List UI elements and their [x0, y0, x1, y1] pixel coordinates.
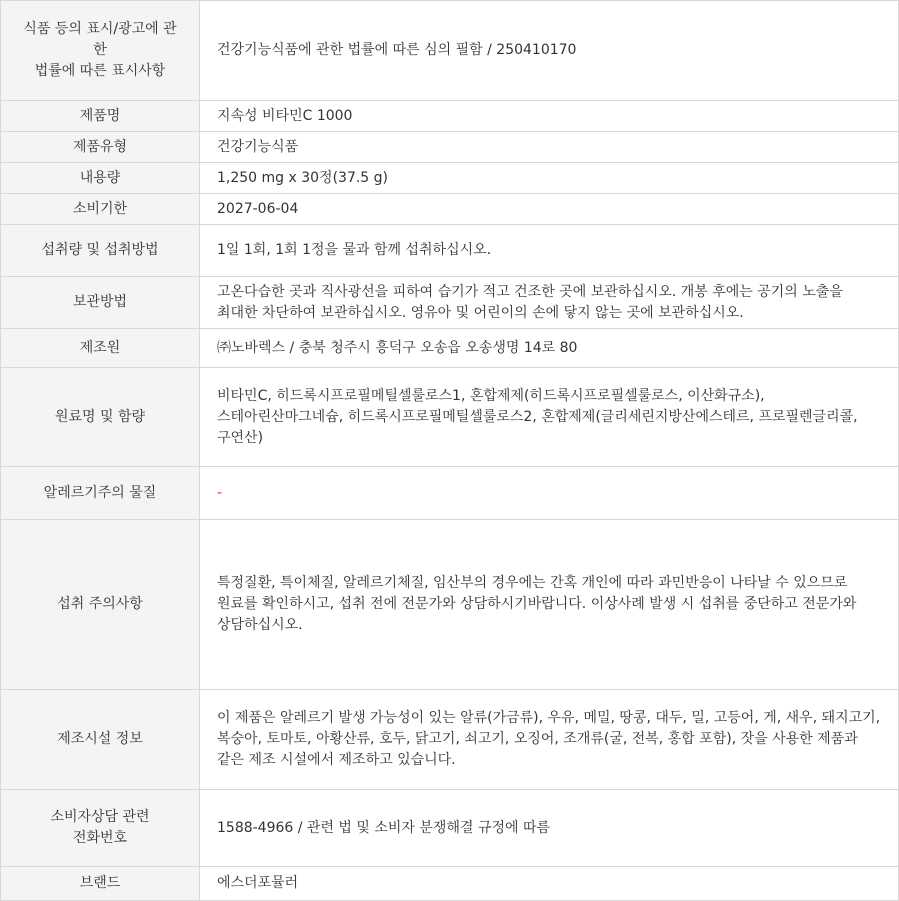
row-label: 보관방법 [1, 277, 200, 329]
row-value: 1일 1회, 1회 1정을 물과 함께 섭취하십시오. [200, 225, 899, 277]
row-value: ㈜노바렉스 / 충북 청주시 흥덕구 오송읍 오송생명 14로 80 [200, 329, 899, 368]
row-value: 1588-4966 / 관련 법 및 소비자 분쟁해결 규정에 따름 [200, 790, 899, 867]
info-row-consumer-contact [1, 790, 899, 867]
row-value: - [200, 467, 899, 520]
row-value: 이 제품은 알레르기 발생 가능성이 있는 알류(가금류), 우유, 메밀, 땅콩, 대두, 밀, 고등어, 게, 새우, 돼지고기, 복숭아, 토마토, 아황산류, 호두, 닭고기, 쇠고기, 오징어, 조개류(굴, 전복, 홍합 포함), 잣을 사용한 제품과 같은 제조 시설에서 제조하고 있습니다. [200, 690, 899, 790]
info-row-content-amount [1, 163, 899, 194]
row-value: 건강기능식품 [200, 132, 899, 163]
info-row-allergens [1, 467, 899, 520]
row-label: 소비기한 [1, 194, 200, 225]
row-label: 제조원 [1, 329, 200, 368]
row-label: 제품유형 [1, 132, 200, 163]
row-label: 알레르기주의 물질 [1, 467, 200, 520]
row-value: 지속성 비타민C 1000 [200, 101, 899, 132]
row-value: 2027-06-04 [200, 194, 899, 225]
info-row-expiry [1, 194, 899, 225]
row-value: 비타민C, 히드록시프로필메틸셀룰로스1, 혼합제제(히드록시프로필셀룰로스, 이산화규소), 스테아린산마그네슘, 히드록시프로필메틸셀룰로스2, 혼합제제(글리세린지방산에스테르, 프로필렌글리콜, 구연산) [200, 368, 899, 467]
row-label: 제조시설 정보 [1, 690, 200, 790]
info-row-legal-notice [1, 1, 899, 101]
row-label: 섭취 주의사항 [1, 520, 200, 690]
row-label: 제품명 [1, 101, 200, 132]
info-row-storage [1, 277, 899, 329]
row-label: 브랜드 [1, 867, 200, 901]
row-value: 특정질환, 특이체질, 알레르기체질, 임산부의 경우에는 간혹 개인에 따라 과민반응이 나타날 수 있으므로 원료를 확인하시고, 섭취 전에 전문가와 상담하시기바랍니다. 이상사례 발생 시 섭취를 중단하고 전문가와 상담하십시오. [200, 520, 899, 690]
info-row-brand [1, 867, 899, 901]
row-label: 내용량 [1, 163, 200, 194]
info-row-dosage [1, 225, 899, 277]
info-row-ingredients [1, 368, 899, 467]
info-row-product-name [1, 101, 899, 132]
info-row-manufacturer [1, 329, 899, 368]
row-label: 소비자상담 관련 전화번호 [1, 790, 200, 867]
row-value: 건강기능식품에 관한 법률에 따른 심의 필함 / 250410170 [200, 1, 899, 101]
row-value: 1,250 mg x 30정(37.5 g) [200, 163, 899, 194]
info-row-precautions [1, 520, 899, 690]
row-value: 고온다습한 곳과 직사광선을 피하여 습기가 적고 건조한 곳에 보관하십시오. 개봉 후에는 공기의 노출을 최대한 차단하여 보관하십시오. 영유아 및 어린이의 손에 닿지 않는 곳에 보관하십시오. [200, 277, 899, 329]
row-value: 에스더포뮬러 [200, 867, 899, 901]
row-label: 섭취량 및 섭취방법 [1, 225, 200, 277]
row-label: 식품 등의 표시/광고에 관한 법률에 따른 표시사항 [1, 1, 200, 101]
row-label: 원료명 및 함량 [1, 368, 200, 467]
info-row-product-type [1, 132, 899, 163]
info-row-facility [1, 690, 899, 790]
